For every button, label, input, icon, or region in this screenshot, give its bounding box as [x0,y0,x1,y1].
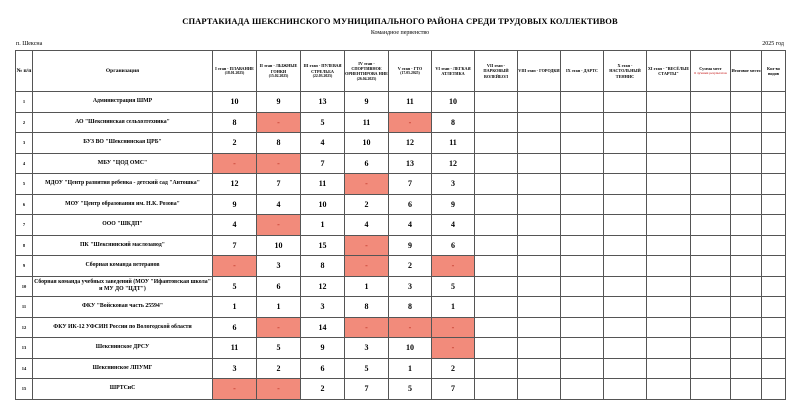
empty-cell [647,379,691,400]
empty-cell [691,256,731,277]
empty-cell [691,174,731,195]
organization-name: ФКУ "Войсковая часть 25594" [33,297,213,318]
empty-cell [561,215,604,236]
stage-score: 7 [213,235,257,256]
empty-cell [604,276,647,297]
empty-cell [604,174,647,195]
empty-cell [762,358,786,379]
organization-name: Сборная команда учебных заведений (МОУ "Ифантовская школа" и МУ ДО "ЦДТ") [33,276,213,297]
stage-score: 11 [301,174,345,195]
empty-cell [731,92,762,113]
page-subtitle: Командное первенство [370,30,430,36]
empty-cell [731,153,762,174]
stage-score: - [389,317,432,338]
stage-score: 8 [213,112,257,133]
stage-score: 10 [345,133,389,154]
stage-score: 4 [345,215,389,236]
empty-cell [731,256,762,277]
header-count: Кол-во видов [762,51,786,92]
organization-name: БУЗ ВО "Шекснинская ЦРБ" [33,133,213,154]
empty-cell [762,215,786,236]
stage-score: - [213,153,257,174]
empty-cell [762,256,786,277]
stage-score: 10 [432,92,475,113]
empty-cell [647,133,691,154]
empty-cell [475,317,518,338]
stage-score: 15 [301,235,345,256]
empty-cell [518,358,561,379]
table-row [16,317,786,338]
stage-score: 12 [301,276,345,297]
stage-score: 9 [389,235,432,256]
organization-name: ПК "Шекснинский маслозавод" [33,235,213,256]
stage-score: 9 [432,194,475,215]
header-final-place: Итоговое место [731,51,762,92]
stage-score: 1 [432,297,475,318]
empty-cell [475,112,518,133]
row-number: 11 [16,297,33,318]
empty-cell [561,297,604,318]
empty-cell [561,92,604,113]
empty-cell [647,153,691,174]
empty-cell [475,235,518,256]
table-row [16,379,786,400]
organization-name: Шекснинское ДРСУ [33,338,213,359]
empty-cell [518,317,561,338]
page-title: СПАРТАКИАДА ШЕКСНИНСКОГО МУНИЦИПАЛЬНОГО РАЙОНА СРЕДИ ТРУДОВЫХ КОЛЛЕКТИВОВ [182,16,618,26]
stage-score: 4 [257,194,301,215]
stage-score: 5 [257,338,301,359]
row-number: 15 [16,379,33,400]
empty-cell [691,133,731,154]
row-number: 1 [16,92,33,113]
empty-cell [647,92,691,113]
stage-score: 6 [345,153,389,174]
stage-score: 3 [213,358,257,379]
empty-cell [561,235,604,256]
empty-cell [731,317,762,338]
empty-cell [561,358,604,379]
header-row [16,51,786,92]
empty-cell [604,92,647,113]
stage-score: 6 [257,276,301,297]
empty-cell [604,338,647,359]
stage-score: 13 [389,153,432,174]
stage-score: - [257,153,301,174]
empty-cell [647,276,691,297]
empty-cell [604,358,647,379]
stage-score: 9 [301,338,345,359]
stage-score: 1 [213,297,257,318]
stage-score: 1 [301,215,345,236]
empty-cell [647,317,691,338]
header-stage: XI этап - "ВЕСЁЛЫЕ СТАРТЫ" [647,51,691,92]
stage-score: 11 [345,112,389,133]
organization-name: ШРТСиС [33,379,213,400]
stage-score: 5 [432,276,475,297]
empty-cell [518,174,561,195]
table-row [16,276,786,297]
empty-cell [762,133,786,154]
organization-name: ФКУ ИК-12 УФСИН России по Вологодской области [33,317,213,338]
empty-cell [561,379,604,400]
organization-name: ООО "ШКДП" [33,215,213,236]
empty-cell [561,112,604,133]
stage-score: 10 [213,92,257,113]
empty-cell [647,297,691,318]
empty-cell [604,297,647,318]
empty-cell [604,133,647,154]
table-row [16,358,786,379]
header-stage: VIII этап - ГОРОДКИ [518,51,561,92]
empty-cell [561,174,604,195]
empty-cell [518,379,561,400]
results-body [16,92,786,400]
table-row [16,174,786,195]
table-row [16,215,786,236]
stage-score: 7 [301,153,345,174]
stage-score: 8 [257,133,301,154]
empty-cell [475,276,518,297]
stage-score: 4 [432,215,475,236]
stage-score: 6 [301,358,345,379]
empty-cell [647,235,691,256]
empty-cell [475,194,518,215]
stage-score: 11 [432,133,475,154]
organization-name: МОУ "Центр образования им. Н.К. Розова" [33,194,213,215]
stage-score: 3 [389,276,432,297]
empty-cell [561,153,604,174]
empty-cell [647,194,691,215]
row-number: 14 [16,358,33,379]
row-number: 7 [16,215,33,236]
stage-score: 12 [432,153,475,174]
empty-cell [762,379,786,400]
empty-cell [647,338,691,359]
empty-cell [762,338,786,359]
stage-score: - [257,215,301,236]
empty-cell [731,235,762,256]
empty-cell [475,379,518,400]
empty-cell [518,92,561,113]
empty-cell [731,338,762,359]
empty-cell [647,358,691,379]
stage-score: - [257,379,301,400]
year-label: 2025 год [762,41,784,47]
organization-name: МДОУ "Центр развития ребенка - детский сад "Антошка" [33,174,213,195]
empty-cell [731,174,762,195]
stage-score: 2 [301,379,345,400]
organization-name: Сборная команда ветеранов [33,256,213,277]
stage-score: - [213,256,257,277]
stage-score: 2 [432,358,475,379]
table-row [16,112,786,133]
empty-cell [691,215,731,236]
empty-cell [518,235,561,256]
stage-score: 13 [301,92,345,113]
empty-cell [561,256,604,277]
stage-score: 6 [432,235,475,256]
row-number: 5 [16,174,33,195]
stage-score: 1 [257,297,301,318]
empty-cell [691,92,731,113]
stage-score: 6 [389,194,432,215]
stage-score: 6 [213,317,257,338]
stage-score: 12 [389,133,432,154]
empty-cell [518,256,561,277]
empty-cell [604,256,647,277]
row-number: 9 [16,256,33,277]
empty-cell [518,112,561,133]
empty-cell [604,194,647,215]
stage-score: 9 [257,92,301,113]
header-stage: I этап - ПЛАВАНИЕ (18.01.2025) [213,51,257,92]
stage-score: 2 [389,256,432,277]
stage-score: 5 [301,112,345,133]
empty-cell [604,379,647,400]
table-row [16,338,786,359]
stage-score: - [257,112,301,133]
empty-cell [731,112,762,133]
empty-cell [475,358,518,379]
header-stage: II этап - ЛЫЖНЫЕ ГОНКИ (15.02.2025) [257,51,301,92]
table-row [16,153,786,174]
empty-cell [647,256,691,277]
empty-cell [691,235,731,256]
stage-score: 7 [389,174,432,195]
empty-cell [691,379,731,400]
empty-cell [762,317,786,338]
stage-score: 2 [213,133,257,154]
row-number: 10 [16,276,33,297]
header-stage: VI этап - ЛЕГКАЯ АТЛЕТИКА [432,51,475,92]
empty-cell [731,133,762,154]
empty-cell [518,276,561,297]
header-org: Организация [33,51,213,92]
empty-cell [518,194,561,215]
stage-score: 4 [213,215,257,236]
stage-score: - [257,317,301,338]
stage-score: - [213,379,257,400]
empty-cell [762,194,786,215]
empty-cell [475,92,518,113]
empty-cell [604,235,647,256]
stage-score: 14 [301,317,345,338]
stage-score: 3 [301,297,345,318]
empty-cell [475,338,518,359]
empty-cell [475,153,518,174]
stage-score: 8 [432,112,475,133]
empty-cell [731,379,762,400]
empty-cell [731,215,762,236]
empty-cell [475,215,518,236]
stage-score: 4 [301,133,345,154]
stage-score: - [432,256,475,277]
header-stage: X этап - НАСТОЛЬНЫЙ ТЕННИС [604,51,647,92]
table-row [16,235,786,256]
stage-score: 12 [213,174,257,195]
organization-name: Администрация ШМР [33,92,213,113]
empty-cell [561,133,604,154]
empty-cell [561,317,604,338]
empty-cell [647,215,691,236]
empty-cell [691,194,731,215]
stage-score: - [389,112,432,133]
empty-cell [647,174,691,195]
empty-cell [604,317,647,338]
empty-cell [604,112,647,133]
empty-cell [691,358,731,379]
empty-cell [604,153,647,174]
empty-cell [731,276,762,297]
empty-cell [691,276,731,297]
table-row [16,92,786,113]
empty-cell [647,112,691,133]
stage-score: 3 [345,338,389,359]
empty-cell [691,112,731,133]
stage-score: 8 [301,256,345,277]
empty-cell [762,174,786,195]
stage-score: 1 [345,276,389,297]
empty-cell [475,297,518,318]
stage-score: 7 [257,174,301,195]
row-number: 13 [16,338,33,359]
header-stage: IX этап - ДАРТС [561,51,604,92]
empty-cell [731,194,762,215]
stage-score: - [345,235,389,256]
header-sum: Сумма мест 6 лучших результатов [691,51,731,92]
empty-cell [762,297,786,318]
stage-score: 5 [213,276,257,297]
empty-cell [762,112,786,133]
empty-cell [518,153,561,174]
stage-score: - [345,317,389,338]
organization-name: АО "Шекснинская сельхозтехника" [33,112,213,133]
stage-score: 7 [432,379,475,400]
row-number: 12 [16,317,33,338]
empty-cell [518,297,561,318]
empty-cell [518,338,561,359]
empty-cell [518,215,561,236]
empty-cell [762,92,786,113]
stage-score: 3 [432,174,475,195]
stage-score: 3 [257,256,301,277]
organization-name: МБУ "ЦОД ОМС" [33,153,213,174]
table-row [16,256,786,277]
stage-score: 5 [345,358,389,379]
stage-score: 1 [389,358,432,379]
place-label: п. Шексна [16,41,43,47]
empty-cell [561,276,604,297]
empty-cell [475,133,518,154]
empty-cell [731,297,762,318]
empty-cell [561,194,604,215]
empty-cell [731,358,762,379]
stage-score: 11 [213,338,257,359]
table-row [16,297,786,318]
table-row [16,133,786,154]
empty-cell [762,235,786,256]
empty-cell [762,276,786,297]
header-stage: VII этап - ПАРКОВЫЙ ВОЛЕЙБОЛ [475,51,518,92]
header-stage: IV этап - СПОРТИВНОЕ ОРИЕНТИРОВА НИЕ (26.04.2025) [345,51,389,92]
stage-score: 5 [389,379,432,400]
stage-score: 8 [345,297,389,318]
header-stage: V этап - ГТО (17.05.2025) [389,51,432,92]
empty-cell [691,338,731,359]
empty-cell [691,317,731,338]
stage-score: 4 [389,215,432,236]
stage-score: 9 [213,194,257,215]
table-row [16,194,786,215]
empty-cell [762,153,786,174]
stage-score: 10 [257,235,301,256]
stage-score: 2 [257,358,301,379]
row-number: 4 [16,153,33,174]
row-number: 2 [16,112,33,133]
row-number: 3 [16,133,33,154]
organization-name: Шекснинское ЛПУМГ [33,358,213,379]
stage-score: - [432,317,475,338]
stage-score: 2 [345,194,389,215]
row-number: 8 [16,235,33,256]
stage-score: 9 [345,92,389,113]
empty-cell [561,338,604,359]
header-stage: III этап - ПУЛЕВАЯ СТРЕЛЬБА (22.03.2025) [301,51,345,92]
row-number: 6 [16,194,33,215]
empty-cell [691,153,731,174]
stage-score: 8 [389,297,432,318]
stage-score: 7 [345,379,389,400]
stage-score: 10 [301,194,345,215]
stage-score: - [345,174,389,195]
empty-cell [604,215,647,236]
stage-score: 10 [389,338,432,359]
empty-cell [475,174,518,195]
results-table [15,50,786,400]
header-num: № п/п [16,51,33,92]
empty-cell [475,256,518,277]
empty-cell [691,297,731,318]
stage-score: - [432,338,475,359]
stage-score: 11 [389,92,432,113]
empty-cell [518,133,561,154]
stage-score: - [345,256,389,277]
